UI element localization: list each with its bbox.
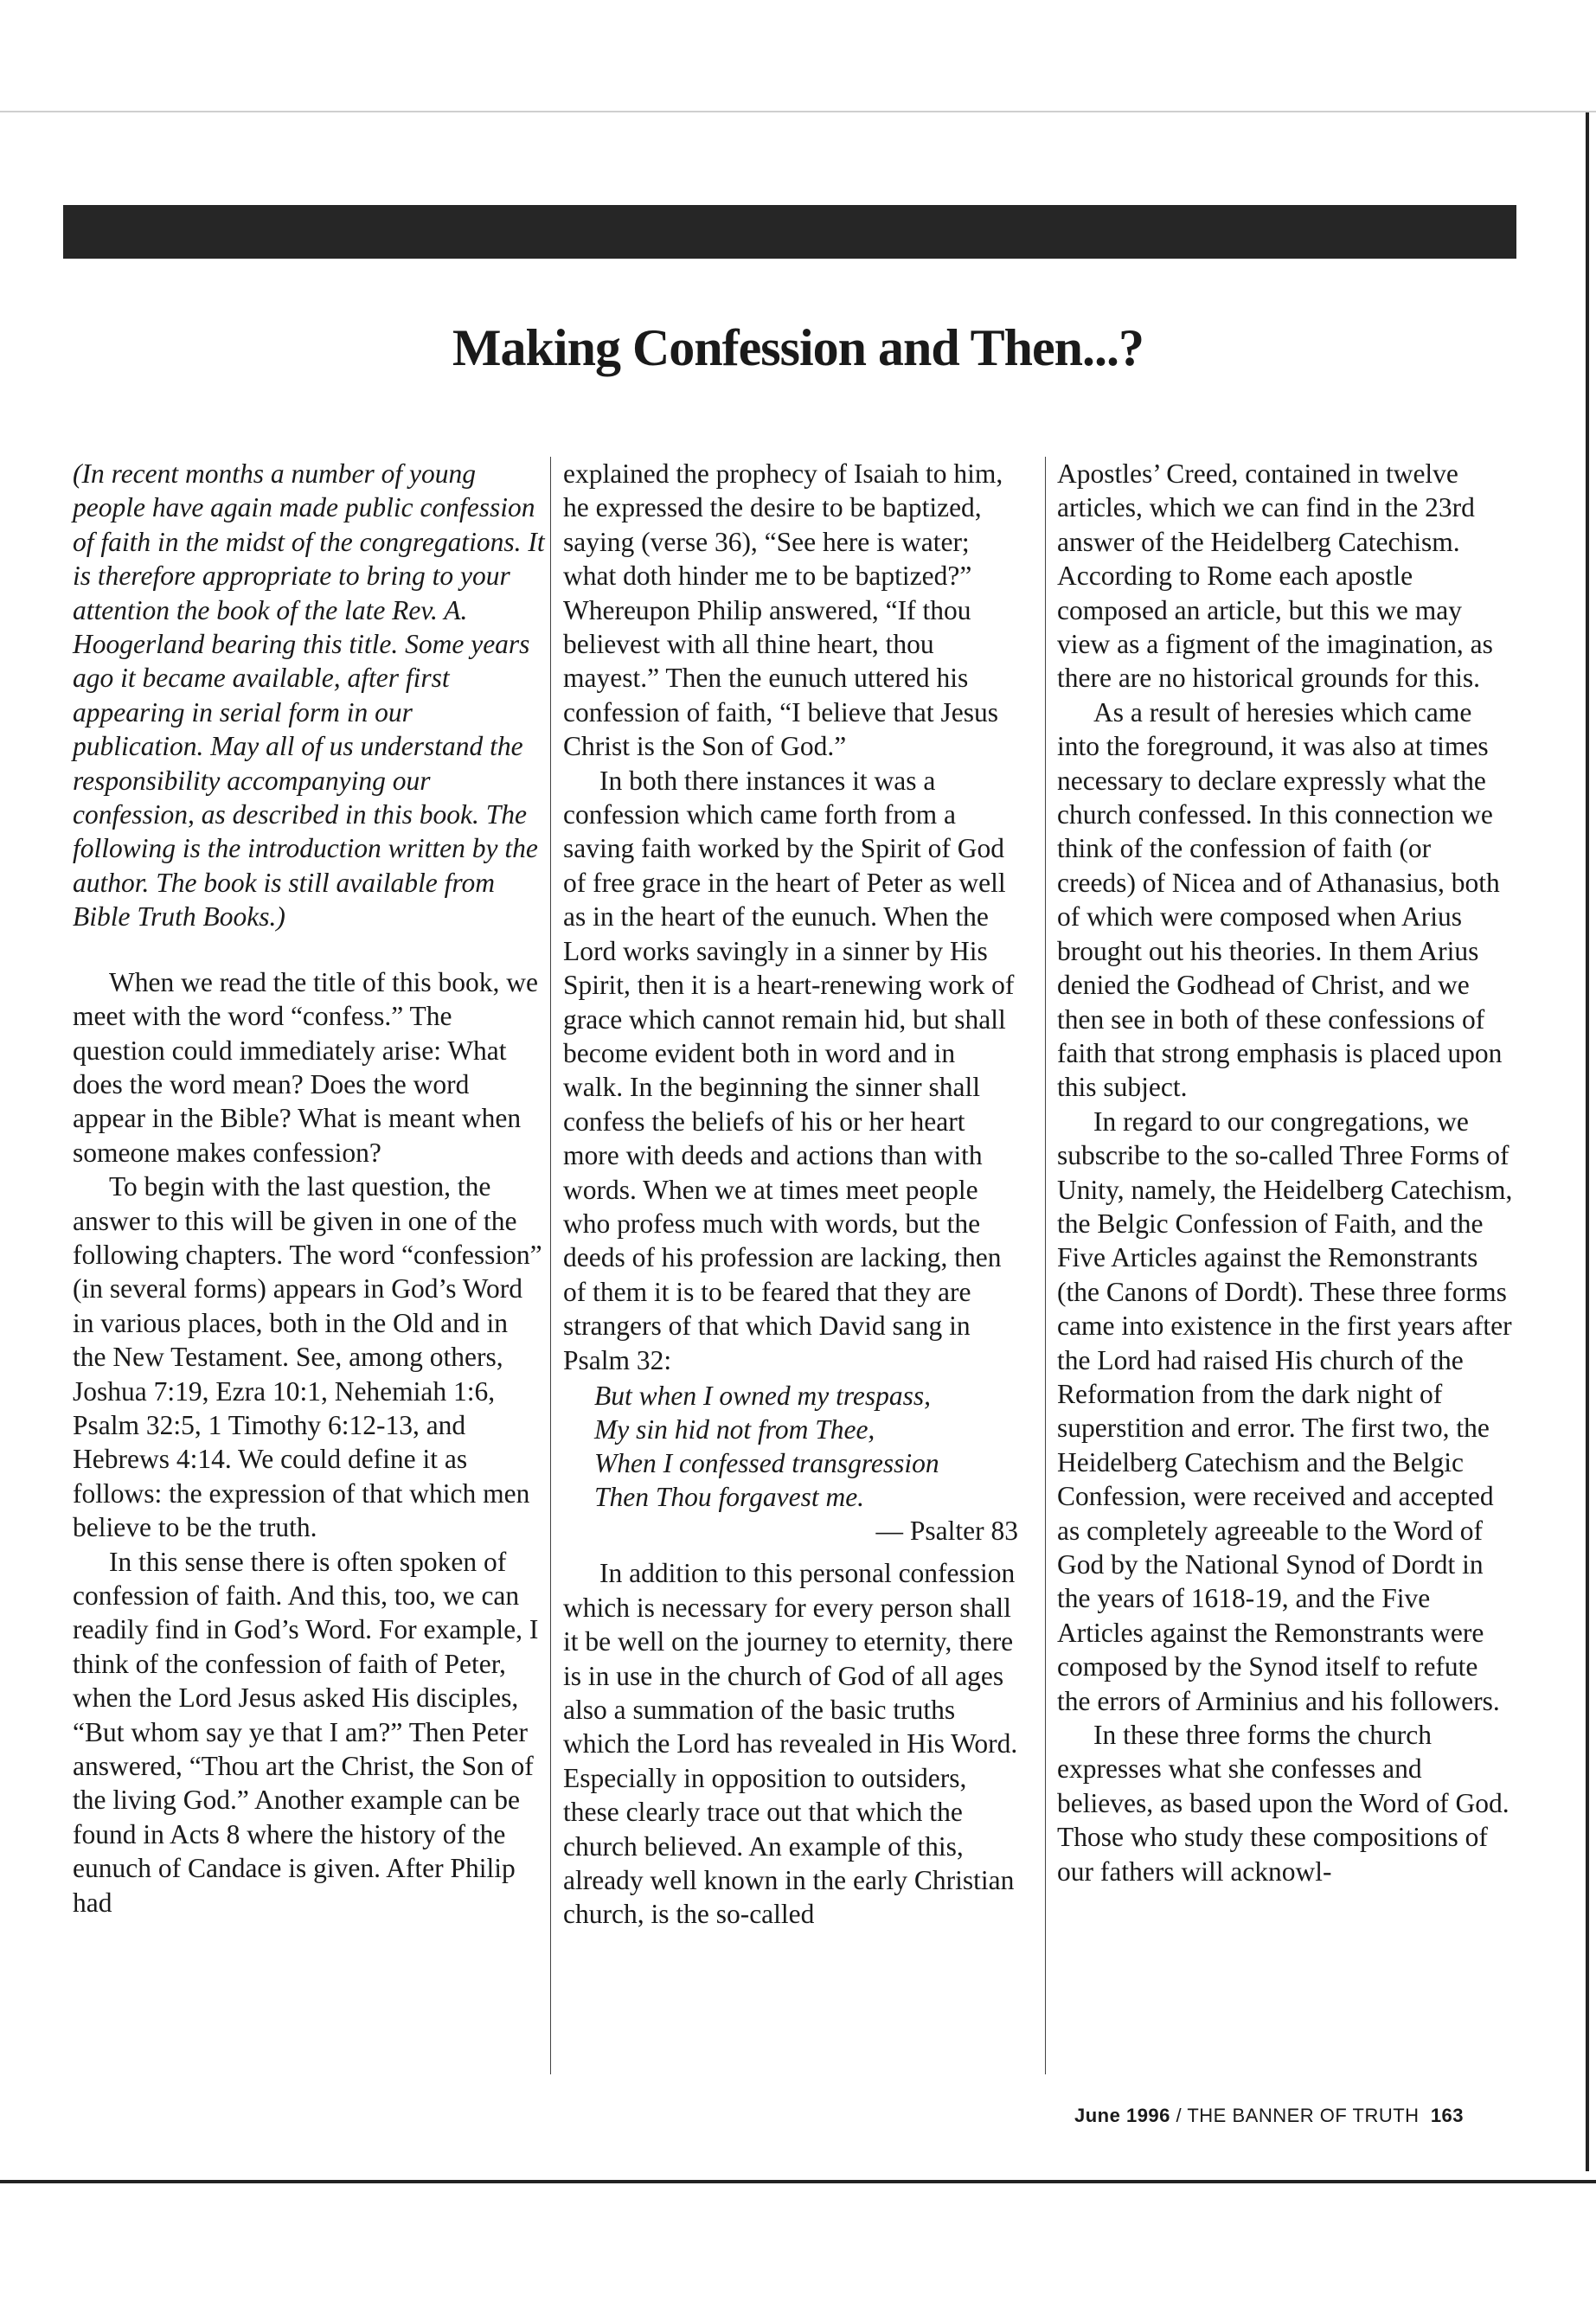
paragraph: When we read the title of this book, we meet with the word “confess.” The question could immediately arise: What does the word mean? Does the word appear in the Bible? What is meant when someone makes confession? <box>73 966 538 1168</box>
paragraph-continued: Apostles’ Creed, contained in twelve articles, which we can find in the 23rd answer of the Heidelberg Catechism. According to Rome each apostle composed an article, but this we may view as a figment of the imagination, as there are no historical grounds for this. <box>1057 458 1493 694</box>
paragraph: In regard to our congregations, we subscribe to the so-called Three Forms of Unity, namely, the Heidelberg Catechism, the Belgic Confession of Faith, and the Five Articles against the Remonstrants (the Canons of Dordt). These three forms came into existence in the first years after the Lord had raised His church of the Reformation from the dark night of superstition and error. The first two, the Heidelberg Catechism and the Belgic Confession, were received and accepted as completely agreeable to the Word of God by the National Synod of Dordt in the years of 1618-19, and the Five Articles against the Remonstrants were composed by the Synod itself to refute the errors of Arminius and his followers. <box>1057 1106 1513 1716</box>
column-2 <box>563 457 1022 1932</box>
verse-line: My sin hid not from Thee, <box>594 1413 875 1445</box>
verse-line: When I confessed transgression <box>594 1447 939 1478</box>
paragraph-continued: explained the prophecy of Isaiah to him, he expressed the desire to be baptized, saying (verse 36), “See here is water; what doth hinder me to be baptized?” Whereupon Philip answered, “If thou believest with all thine heart, thou mayest.” Then the eunuch uttered his confession of faith, “I believe that Jesus Christ is the Son of God.” <box>563 458 1003 762</box>
verse-line: Then Thou forgavest me. <box>594 1481 865 1512</box>
psalter-verse <box>594 1379 1022 1514</box>
paragraph: In this sense there is often spoken of confession of faith. And this, too, we can readily find in God’s Word. For example, I think of the confession of faith of Peter, when the Lord Jesus asked His disciples, “But whom say ye that I am?” Then Peter answered, “Thou art the Christ, the Son of the living God.” Another example can be found in Acts 8 where the history of the eunuch of Candace is given. After Philip had <box>73 1546 539 1918</box>
paragraph: As a result of heresies which came into the foreground, it was also at times necessary to declare expressly what the church confessed. In this connection we think of the confession of faith (or creeds) of Nicea and of Athanasius, both of which were composed when Arius brought out his theories. In them Arius denied the Godhead of Christ, and we then see in both of these confessions of faith that strong emphasis is placed upon this subject. <box>1057 696 1503 1103</box>
paragraph: In addition to this personal confession which is necessary for every person shall it be well on the journey to eternity, there is in use in the church of God of all ages also a summation of the basic truths which the Lord has revealed in His Word. Especially in opposition to outsiders, these clearly trace out that which the church believed. An example of this, already well known in the early Christian church, is the so-called <box>563 1558 1018 1930</box>
footer-publication: THE BANNER OF TRUTH <box>1187 2105 1420 2126</box>
column-1 <box>73 457 547 1920</box>
editorial-intro: (In recent months a number of young people have again made public confession of faith in the midst of the congregations. It is therefore appropriate to bring to your attention the book of the late Rev. A. Hoogerland bearing this title. Some years ago it became available, after first appearing in serial form in our publication. May all of us understand the responsibility accompanying our confession, as described in this book. The following is the introduction written by the author. The book is still available from Bible Truth Books.) <box>73 458 545 933</box>
paragraph: To begin with the last question, the answer to this will be given in one of the following chapters. The word “confession” (in several forms) appears in God’s Word in various places, both in the Old and in the New Testament. See, among others, Joshua 7:19, Ezra 10:1, Nehemiah 1:6, Psalm 32:5, 1 Timothy 6:12-13, and Hebrews 4:14. We could define it as follows: the expression of that which men believe to be the truth. <box>73 1171 542 1543</box>
paragraph: In both there instances it was a confession which came forth from a saving faith worked by the Spirit of God of free grace in the heart of Peter as well as in the heart of the eunuch. When the Lord works savingly in a sinner by His Spirit, then it is a heart-renewing work of grace which cannot remain hid, but shall become evident both in word and in walk. In the beginning the sinner shall confess the beliefs of his or her heart more with deeds and actions than with words. When we at times meet people who profess much with words, but the deeds of his profession are lacking, then of them it is to be feared that they are strangers of that which David sang in Psalm 32: <box>563 765 1015 1375</box>
top-rule <box>0 111 1596 112</box>
header-banner-bar <box>63 205 1516 259</box>
column-divider <box>550 457 551 2074</box>
page-edge-bottom <box>0 2180 1596 2183</box>
page-number: 163 <box>1430 2105 1465 2126</box>
footer-separator: / <box>1170 2105 1188 2126</box>
page-edge-right <box>1586 112 1589 2171</box>
verse-line: But when I owned my trespass, <box>594 1380 932 1411</box>
footer-date: June 1996 <box>1074 2105 1170 2126</box>
column-3 <box>1057 457 1516 1888</box>
column-divider <box>1045 457 1046 2074</box>
article-title: Making Confession and Then...? <box>452 319 1144 376</box>
verse-source: — Psalter 83 <box>875 1515 1018 1546</box>
page-footer <box>1074 2105 1524 2127</box>
paragraph: In these three forms the church expresses what she confesses and believes, as based upon the Word of God. Those who study these compositions of our fathers will acknowl- <box>1057 1720 1509 1887</box>
